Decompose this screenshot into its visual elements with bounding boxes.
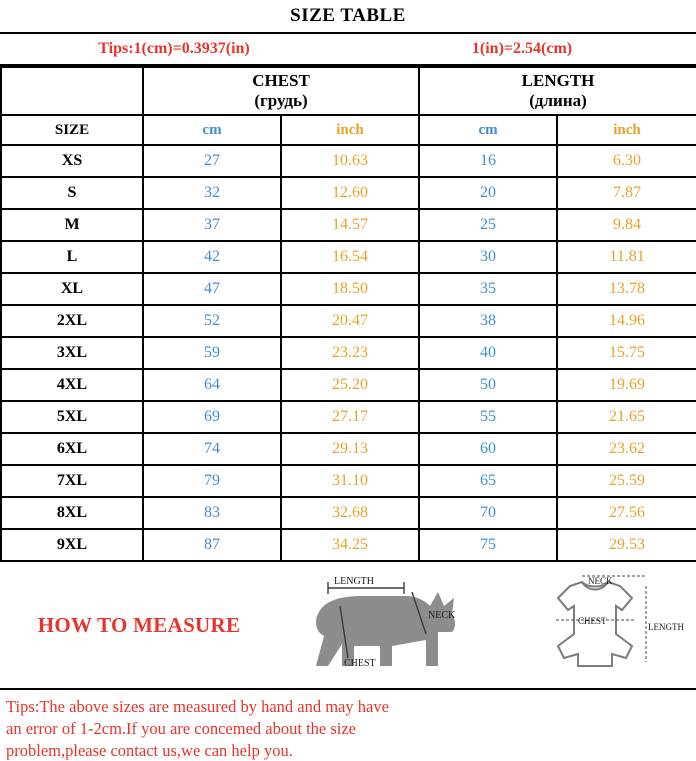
cell-size: S	[1, 177, 143, 209]
cell-length-cm: 38	[419, 305, 557, 337]
cell-size: XS	[1, 145, 143, 177]
table-row	[1, 401, 696, 433]
table-row	[1, 497, 696, 529]
cell-chest-cm: 69	[143, 401, 281, 433]
cell-chest-cm: 27	[143, 145, 281, 177]
cell-size: 7XL	[1, 465, 143, 497]
cell-chest-cm: 74	[143, 433, 281, 465]
cell-chest-inch: 25.20	[281, 369, 419, 401]
cell-length-inch: 27.56	[557, 497, 696, 529]
cell-length-inch: 9.84	[557, 209, 696, 241]
cell-chest-inch: 23.23	[281, 337, 419, 369]
table-row	[1, 273, 696, 305]
cell-chest-inch: 31.10	[281, 465, 419, 497]
cell-chest-cm: 47	[143, 273, 281, 305]
cell-chest-inch: 20.47	[281, 305, 419, 337]
cell-length-inch: 21.65	[557, 401, 696, 433]
cell-chest-cm: 42	[143, 241, 281, 273]
cell-length-inch: 29.53	[557, 529, 696, 561]
cell-chest-inch: 14.57	[281, 209, 419, 241]
dog-label-chest: CHEST	[344, 658, 376, 669]
cell-chest-inch: 16.54	[281, 241, 419, 273]
group-header-blank	[1, 67, 143, 115]
cell-length-cm: 70	[419, 497, 557, 529]
cell-chest-cm: 59	[143, 337, 281, 369]
table-row	[1, 433, 696, 465]
cell-size: 8XL	[1, 497, 143, 529]
cell-chest-cm: 87	[143, 529, 281, 561]
bottom-tips-line-2: an error of 1-2cm.If you are concemed about the size	[6, 718, 357, 738]
page-title	[0, 0, 696, 32]
cell-chest-inch: 18.50	[281, 273, 419, 305]
cell-size: M	[1, 209, 143, 241]
tip-cm-to-inch: Tips:1(cm)=0.3937(in)	[98, 40, 250, 57]
table-row	[1, 305, 696, 337]
table-row	[1, 241, 696, 273]
cell-chest-inch: 27.17	[281, 401, 419, 433]
bottom-tips-line-1: Tips:The above sizes are measured by hand and may have	[6, 697, 389, 716]
cell-length-cm: 75	[419, 529, 557, 561]
table-row	[1, 369, 696, 401]
cell-length-cm: 30	[419, 241, 557, 273]
cell-length-inch: 11.81	[557, 241, 696, 273]
garment-label-neck: NECK	[588, 576, 613, 586]
cell-chest-cm: 52	[143, 305, 281, 337]
group-header-length	[419, 67, 696, 115]
cell-length-cm: 35	[419, 273, 557, 305]
group-header-length-en: LENGTH	[521, 71, 595, 91]
table-row	[1, 209, 696, 241]
tip-inch-to-cm: 1(in)=2.54(cm)	[471, 40, 573, 57]
table-row	[1, 145, 696, 177]
cell-length-inch: 19.69	[557, 369, 696, 401]
bottom-tips-line-3: problem,please contact us,we can help you.	[6, 740, 293, 760]
cell-chest-inch: 12.60	[281, 177, 419, 209]
how-to-measure-section	[0, 562, 696, 690]
cell-length-cm: 20	[419, 177, 557, 209]
cell-size: 9XL	[1, 529, 143, 561]
column-header-length-inch: inch	[557, 115, 696, 145]
cell-chest-inch: 32.68	[281, 497, 419, 529]
cell-chest-cm: 37	[143, 209, 281, 241]
cell-length-cm: 25	[419, 209, 557, 241]
how-to-measure-title: HOW TO MEASURE	[37, 612, 241, 637]
size-table	[0, 66, 696, 562]
dog-label-neck: NECK	[428, 610, 456, 621]
cell-size: 2XL	[1, 305, 143, 337]
cell-length-inch: 6.30	[557, 145, 696, 177]
cell-length-inch: 23.62	[557, 433, 696, 465]
cell-length-cm: 65	[419, 465, 557, 497]
cell-length-inch: 14.96	[557, 305, 696, 337]
column-header-length-cm: cm	[419, 115, 557, 145]
cell-size: L	[1, 241, 143, 273]
cell-chest-cm: 32	[143, 177, 281, 209]
cell-length-cm: 55	[419, 401, 557, 433]
table-group-header-row	[1, 67, 696, 115]
cell-length-cm: 50	[419, 369, 557, 401]
cell-size: XL	[1, 273, 143, 305]
cell-size: 5XL	[1, 401, 143, 433]
table-row	[1, 465, 696, 497]
cell-chest-inch: 29.13	[281, 433, 419, 465]
cell-length-inch: 13.78	[557, 273, 696, 305]
cell-length-inch: 7.87	[557, 177, 696, 209]
garment-label-chest: CHEST	[578, 616, 607, 626]
garment-label-length: LENGTH	[648, 622, 684, 632]
table-row	[1, 337, 696, 369]
cell-size: 4XL	[1, 369, 143, 401]
garment-measure-diagram	[496, 562, 686, 693]
group-header-chest-ru: (грудь)	[254, 91, 308, 110]
bottom-tips	[0, 690, 696, 761]
cell-length-inch: 25.59	[557, 465, 696, 497]
cell-chest-cm: 79	[143, 465, 281, 497]
cell-length-cm: 60	[419, 433, 557, 465]
cell-chest-inch: 34.25	[281, 529, 419, 561]
measure-figures	[278, 562, 696, 688]
cell-size: 3XL	[1, 337, 143, 369]
cell-chest-inch: 10.63	[281, 145, 419, 177]
conversion-tips-row	[0, 32, 696, 66]
dog-label-length: LENGTH	[334, 576, 374, 587]
cell-length-cm: 16	[419, 145, 557, 177]
page-title-text: SIZE TABLE	[290, 5, 406, 26]
cell-length-inch: 15.75	[557, 337, 696, 369]
table-row	[1, 529, 696, 561]
group-header-chest-en: CHEST	[252, 71, 310, 91]
column-header-chest-cm: cm	[143, 115, 281, 145]
group-header-chest	[143, 67, 419, 115]
dog-measure-diagram	[288, 562, 478, 693]
table-row	[1, 177, 696, 209]
cell-size: 6XL	[1, 433, 143, 465]
column-header-chest-inch: inch	[281, 115, 419, 145]
column-header-size: SIZE	[1, 115, 143, 145]
group-header-length-ru: (длина)	[529, 91, 587, 110]
table-unit-header-row	[1, 115, 696, 145]
cell-length-cm: 40	[419, 337, 557, 369]
cell-chest-cm: 64	[143, 369, 281, 401]
cell-chest-cm: 83	[143, 497, 281, 529]
